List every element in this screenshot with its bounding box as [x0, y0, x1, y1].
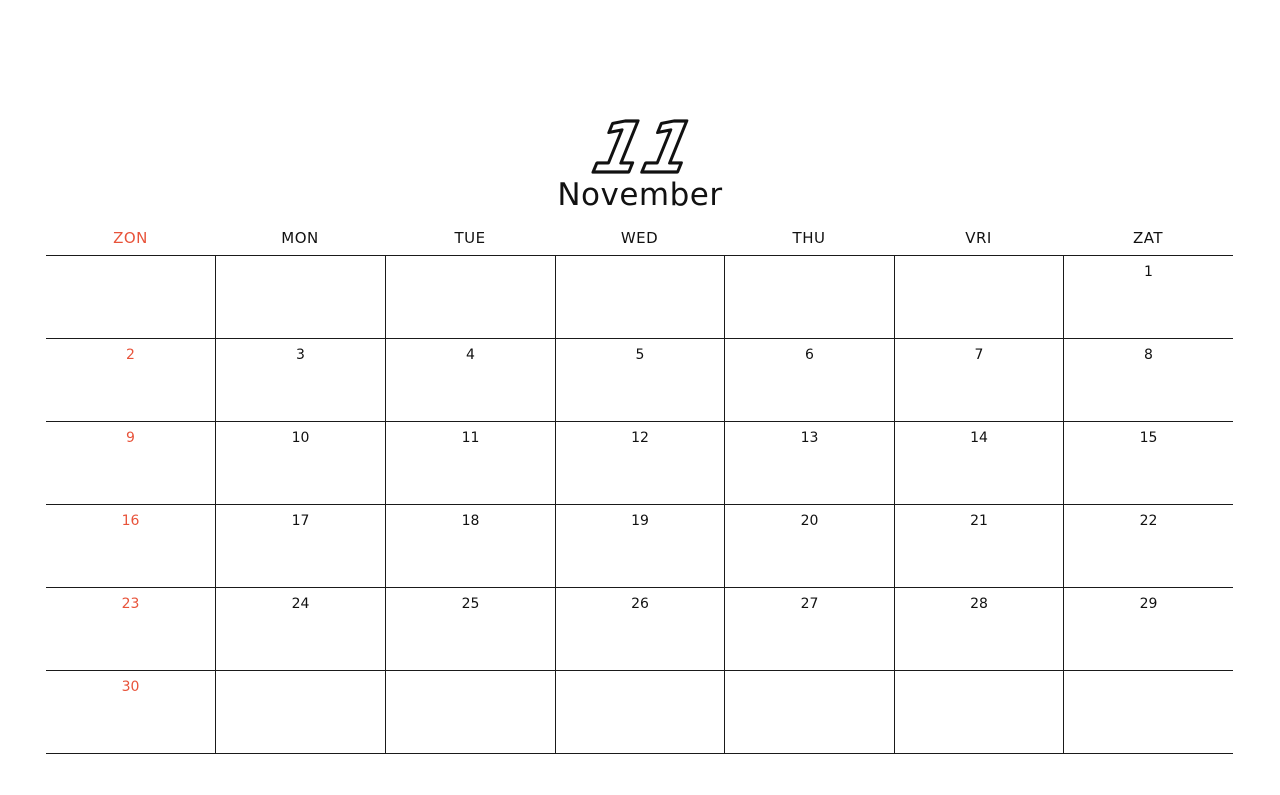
day-cell: [215, 422, 385, 504]
empty-day-cell: [894, 671, 1063, 753]
day-cell: [385, 588, 555, 670]
day-number: 23: [121, 596, 140, 612]
day-cell: [215, 339, 385, 421]
empty-day-cell: [385, 671, 555, 753]
day-cell: [385, 422, 555, 504]
weekday-header-row: [46, 222, 1233, 256]
week-row: [46, 422, 1233, 505]
weekday-friday: VRI: [965, 229, 992, 247]
month-title: November: [557, 177, 723, 213]
day-number: 5: [635, 347, 645, 363]
day-number: 20: [800, 513, 819, 529]
empty-day-cell: [724, 256, 894, 338]
day-cell: [385, 339, 555, 421]
day-number: 29: [1139, 596, 1158, 612]
week-row: [46, 256, 1233, 339]
calendar-grid: [46, 222, 1233, 754]
weekday-thursday: THU: [792, 229, 826, 247]
weeks-container: [46, 256, 1233, 754]
day-number: 6: [805, 347, 814, 363]
day-number: 13: [800, 430, 819, 446]
day-cell: [555, 422, 724, 504]
weekday-wednesday: WED: [620, 229, 659, 247]
weekday-monday: MON: [281, 229, 319, 247]
day-number: 19: [631, 513, 649, 529]
day-number: 14: [970, 430, 988, 446]
day-cell: [46, 339, 215, 421]
empty-day-cell: [215, 256, 385, 338]
day-cell: [555, 339, 724, 421]
day-number: 12: [631, 430, 649, 446]
day-cell: [894, 588, 1063, 670]
day-number: [46, 256, 215, 262]
day-cell: [1063, 588, 1233, 670]
day-number: 8: [1144, 347, 1153, 363]
day-number: [895, 671, 1063, 677]
day-number: 22: [1139, 513, 1158, 529]
day-cell: [215, 588, 385, 670]
day-cell: [385, 505, 555, 587]
day-number: [556, 671, 724, 677]
day-cell: [894, 339, 1063, 421]
empty-day-cell: [555, 671, 724, 753]
day-number: 18: [461, 513, 480, 529]
day-number: 30: [121, 679, 140, 695]
day-number: 1: [1144, 264, 1153, 280]
day-number: 25: [461, 596, 480, 612]
day-cell: [46, 671, 215, 753]
day-number: 4: [466, 347, 475, 363]
day-cell: [215, 505, 385, 587]
day-number: [386, 256, 555, 262]
day-cell: [724, 339, 894, 421]
week-row: [46, 588, 1233, 671]
day-number: [1064, 671, 1233, 677]
month-number: 11: [586, 106, 702, 189]
day-number: 24: [291, 596, 310, 612]
empty-day-cell: [555, 256, 724, 338]
day-cell: [1063, 422, 1233, 504]
day-number: 27: [800, 596, 819, 612]
day-number: 28: [970, 596, 988, 612]
empty-day-cell: [1063, 671, 1233, 753]
day-cell: [46, 588, 215, 670]
empty-day-cell: [215, 671, 385, 753]
day-number: [216, 256, 385, 262]
day-number: 9: [126, 430, 135, 446]
day-number: [556, 256, 724, 262]
day-number: [725, 671, 894, 677]
day-number: [725, 256, 894, 262]
day-number: 10: [291, 430, 310, 446]
day-number: 7: [974, 347, 984, 363]
day-number: 3: [296, 347, 305, 363]
calendar-header: [0, 106, 1280, 214]
weekday-sunday: ZON: [113, 229, 148, 247]
week-row: [46, 505, 1233, 588]
day-number: [216, 671, 385, 677]
empty-day-cell: [724, 671, 894, 753]
day-number: 17: [291, 513, 310, 529]
week-row: [46, 339, 1233, 422]
day-cell: [724, 422, 894, 504]
day-number: 26: [631, 596, 649, 612]
day-number: 15: [1139, 430, 1158, 446]
empty-day-cell: [46, 256, 215, 338]
day-cell: [46, 422, 215, 504]
empty-day-cell: [894, 256, 1063, 338]
day-cell: [555, 505, 724, 587]
month-number-graphic: [586, 106, 702, 189]
day-number: 16: [121, 513, 140, 529]
day-cell: [1063, 339, 1233, 421]
day-number: 11: [461, 430, 480, 446]
day-number: 2: [126, 347, 135, 363]
day-cell: [1063, 256, 1233, 338]
day-number: [386, 671, 555, 677]
day-cell: [555, 588, 724, 670]
day-cell: [1063, 505, 1233, 587]
day-number: 21: [970, 513, 988, 529]
week-row: [46, 671, 1233, 754]
empty-day-cell: [385, 256, 555, 338]
weekday-tuesday: TUE: [454, 229, 486, 247]
day-cell: [894, 505, 1063, 587]
day-number: [895, 256, 1063, 262]
day-cell: [724, 505, 894, 587]
day-cell: [724, 588, 894, 670]
day-cell: [46, 505, 215, 587]
day-cell: [894, 422, 1063, 504]
weekday-saturday: ZAT: [1132, 229, 1164, 247]
